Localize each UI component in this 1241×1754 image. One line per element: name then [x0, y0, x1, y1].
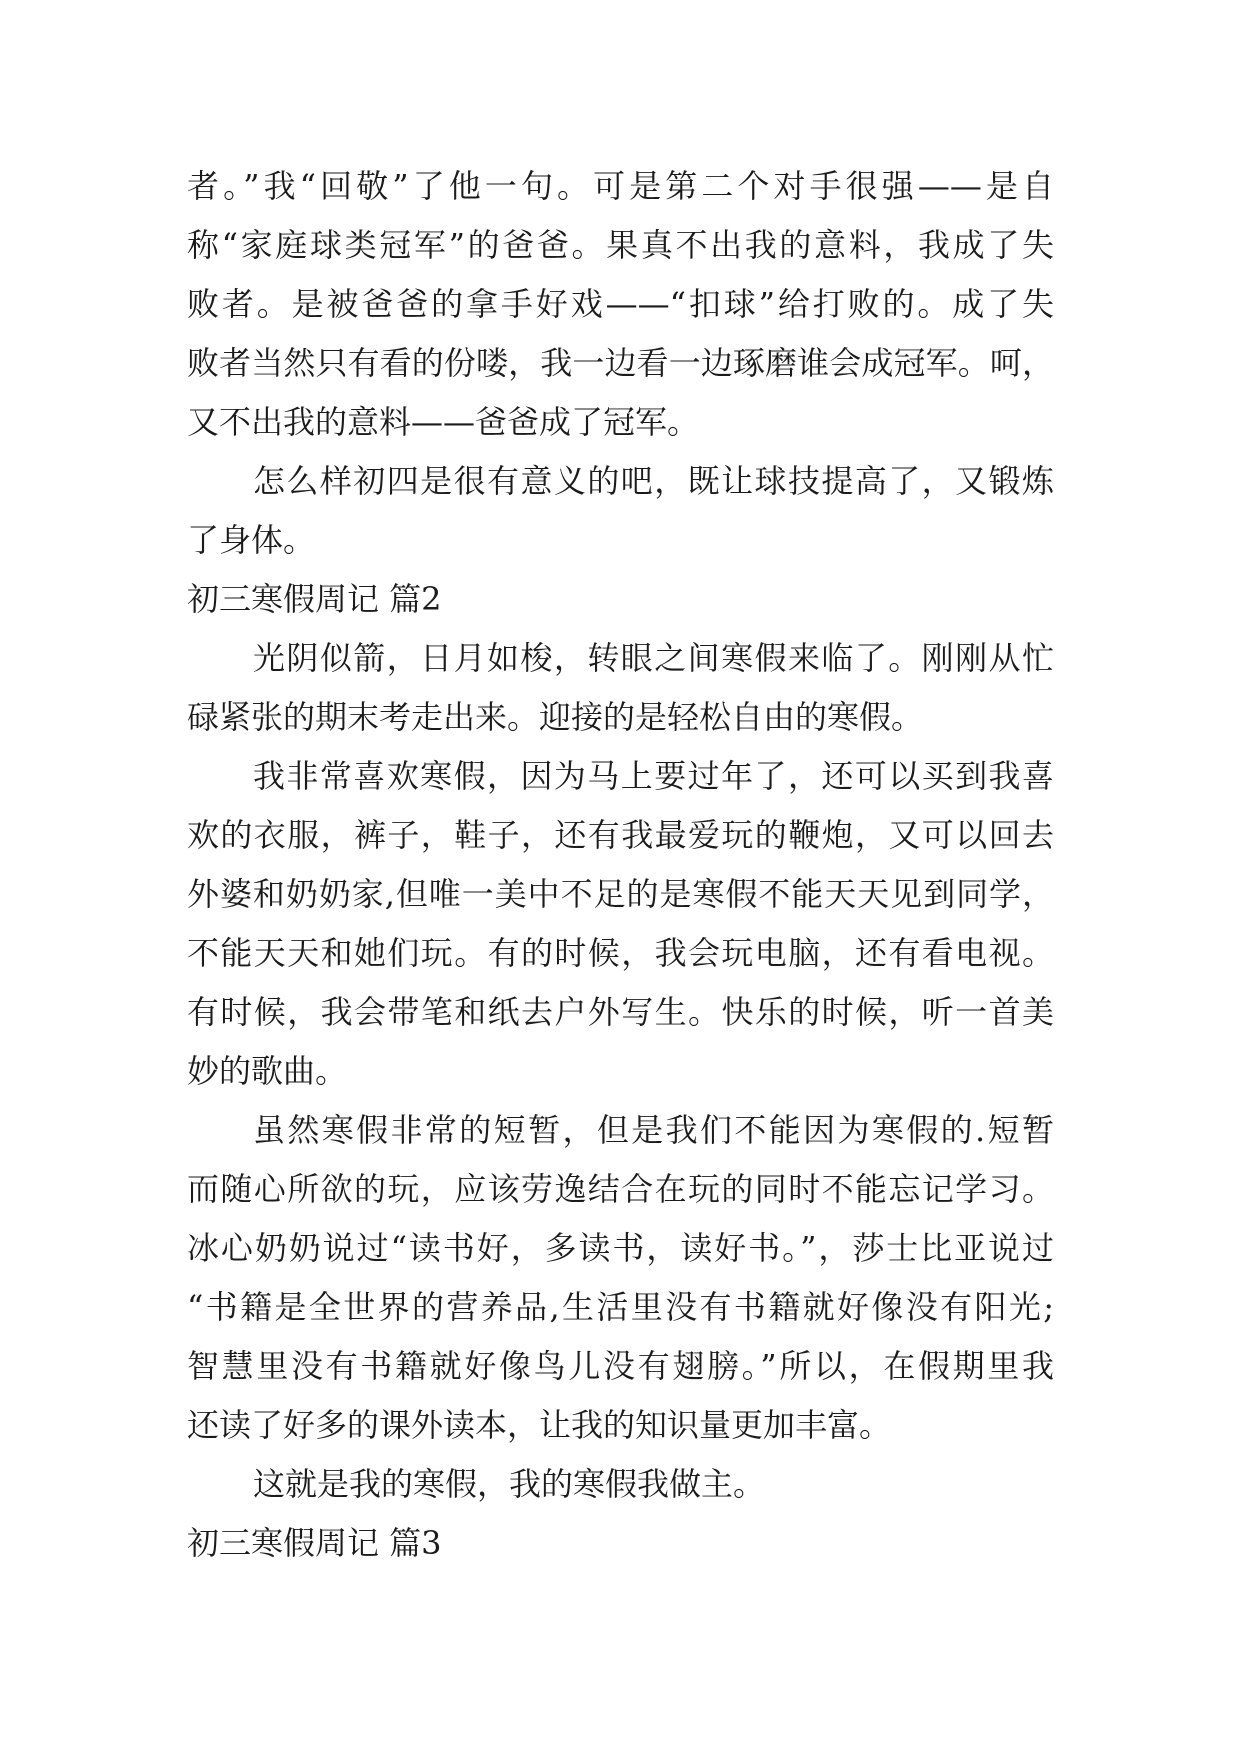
document-body: [187, 157, 1054, 1573]
text-line: 不能天天和她们玩。有的时候，我会玩电脑，还有看电视。: [187, 934, 1054, 972]
paragraph: [187, 452, 1054, 570]
section-heading: 初三寒假周记 篇3: [187, 1524, 442, 1562]
text-line: 怎么样初四是很有意义的吧，既让球技提高了，又锻炼: [253, 462, 1054, 500]
text-line: 虽然寒假非常的短暂，但是我们不能因为寒假的.短暂: [253, 1111, 1054, 1149]
text-line: 而随心所欲的玩，应该劳逸结合在玩的同时不能忘记学习。: [187, 1170, 1054, 1208]
text-line: 冰心奶奶说过“读书好，多读书，读好书。”，莎士比亚说过: [187, 1229, 1054, 1267]
text-line: 败者当然只有看的份喽，我一边看一边琢磨谁会成冠军。呵，: [187, 344, 1054, 382]
text-line: 碌紧张的期末考走出来。迎接的是轻松自由的寒假。: [187, 698, 924, 736]
text-line: 败者。是被爸爸的拿手好戏——“扣球”给打败的。成了失: [187, 285, 1054, 323]
text-line: 又不出我的意料——爸爸成了冠军。: [187, 403, 700, 441]
text-line: 这就是我的寒假，我的寒假我做主。: [253, 1465, 766, 1503]
paragraph: [187, 1101, 1054, 1455]
text-line: 称“家庭球类冠军”的爸爸。果真不出我的意料，我成了失: [187, 226, 1054, 264]
text-line: “书籍是全世界的营养品,生活里没有书籍就好像没有阳光;: [187, 1288, 1054, 1326]
text-line: 有时候，我会带笔和纸去户外写生。快乐的时候，听一首美: [187, 993, 1054, 1031]
text-line: 光阴似箭，日月如梭，转眼之间寒假来临了。刚刚从忙: [253, 639, 1054, 677]
text-line: 智慧里没有书籍就好像鸟儿没有翅膀。”所以，在假期里我: [187, 1347, 1054, 1385]
text-line: 还读了好多的课外读本，让我的知识量更加丰富。: [187, 1406, 892, 1444]
paragraph: [187, 157, 1054, 452]
text-line: 了身体。: [187, 521, 316, 559]
section-heading: 初三寒假周记 篇2: [187, 580, 442, 618]
text-line: 外婆和奶奶家,但唯一美中不足的是寒假不能天天见到同学，: [187, 875, 1054, 913]
text-line: 者。”我“回敬”了他一句。可是第二个对手很强——是自: [187, 167, 1054, 205]
paragraph: [187, 629, 1054, 747]
text-line: 妙的歌曲。: [187, 1052, 348, 1090]
paragraph: [187, 1455, 1054, 1514]
text-line: 我非常喜欢寒假，因为马上要过年了，还可以买到我喜: [253, 757, 1054, 795]
text-line: 欢的衣服，裤子，鞋子，还有我最爱玩的鞭炮，又可以回去: [187, 816, 1054, 854]
paragraph: [187, 747, 1054, 1101]
